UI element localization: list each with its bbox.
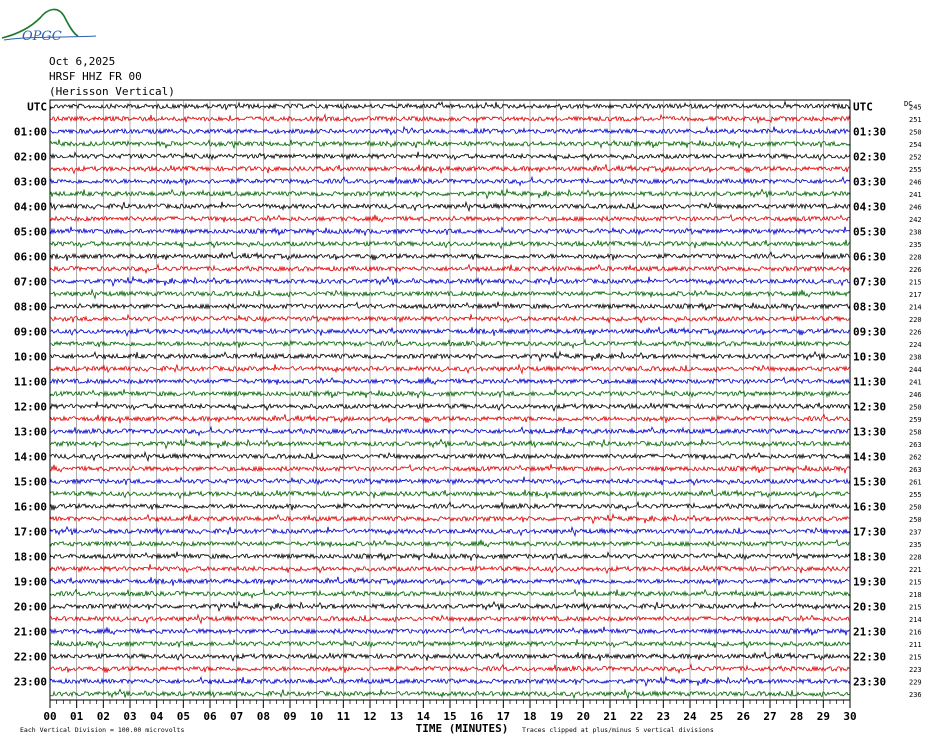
dc-offset-label: 215 bbox=[909, 603, 922, 612]
x-axis-title: TIME (MINUTES) bbox=[415, 722, 509, 735]
dc-offset-label: 258 bbox=[909, 428, 922, 437]
x-axis-ticks bbox=[43, 700, 856, 723]
right-hour-label: 22:30 bbox=[853, 650, 887, 664]
dc-offset-label: 242 bbox=[909, 215, 922, 224]
dc-offset-label: 254 bbox=[909, 140, 922, 149]
x-tick-label: 00 bbox=[43, 710, 57, 723]
left-hour-label: 01:00 bbox=[13, 125, 47, 139]
right-hour-label: 02:30 bbox=[853, 150, 887, 164]
dc-offset-label: 250 bbox=[909, 503, 922, 512]
dc-offset-label: 214 bbox=[909, 303, 922, 312]
x-tick-label: 28 bbox=[790, 710, 804, 723]
right-hour-label: 04:30 bbox=[853, 200, 887, 214]
left-hour-label: 16:00 bbox=[13, 500, 47, 514]
left-hour-label: 15:00 bbox=[13, 475, 47, 489]
dc-offset-label: 246 bbox=[909, 178, 922, 187]
x-tick-label: 22 bbox=[630, 710, 644, 723]
x-tick-label: 26 bbox=[736, 710, 750, 723]
right-hour-label: 21:30 bbox=[853, 625, 887, 639]
right-hour-label: 13:30 bbox=[853, 425, 887, 439]
header-description: (Herisson Vertical) bbox=[49, 85, 175, 98]
x-tick-label: 02 bbox=[96, 710, 110, 723]
left-hour-label: 11:00 bbox=[13, 375, 47, 389]
dc-offset-label: 214 bbox=[909, 615, 922, 624]
dc-offset-label: 250 bbox=[909, 515, 922, 524]
left-hour-label: 12:00 bbox=[13, 400, 47, 414]
right-hour-label: 19:30 bbox=[853, 575, 887, 589]
x-tick-label: 17 bbox=[496, 710, 510, 723]
dc-offset-label: 226 bbox=[909, 265, 922, 274]
dc-offset-label: 246 bbox=[909, 390, 922, 399]
right-hour-label: UTC bbox=[853, 100, 873, 114]
left-hour-label: 07:00 bbox=[13, 275, 47, 289]
x-tick-label: 11 bbox=[336, 710, 350, 723]
right-hour-label: 06:30 bbox=[853, 250, 887, 264]
dc-offset-label: 228 bbox=[909, 553, 922, 562]
dc-offset-label: 217 bbox=[909, 290, 922, 299]
right-hour-labels bbox=[853, 100, 886, 688]
right-hour-label: 11:30 bbox=[853, 375, 887, 389]
x-tick-label: 12 bbox=[363, 710, 377, 723]
left-hour-label: 03:00 bbox=[13, 175, 47, 189]
opgc-logo bbox=[2, 9, 96, 44]
dc-offset-label: 215 bbox=[909, 578, 922, 587]
dc-offset-labels bbox=[909, 103, 922, 699]
left-hour-labels bbox=[14, 100, 47, 688]
dc-offset-label: 216 bbox=[909, 628, 922, 637]
header-station: HRSF HHZ FR 00 bbox=[49, 70, 142, 83]
dc-offset-label: 238 bbox=[909, 353, 922, 362]
dc-offset-label: 223 bbox=[909, 665, 922, 674]
dc-offset-label: 228 bbox=[909, 253, 922, 262]
dc-offset-label: 262 bbox=[909, 453, 922, 462]
x-tick-label: 21 bbox=[603, 710, 617, 723]
dc-offset-label: 252 bbox=[909, 153, 922, 162]
dc-offset-label: 220 bbox=[909, 315, 922, 324]
x-tick-label: 08 bbox=[256, 710, 270, 723]
left-hour-label: 04:00 bbox=[13, 200, 47, 214]
x-tick-label: 27 bbox=[763, 710, 777, 723]
right-hour-label: 18:30 bbox=[853, 550, 887, 564]
left-hour-label: 23:00 bbox=[13, 675, 47, 689]
left-hour-label: 13:00 bbox=[13, 425, 47, 439]
dc-offset-label: 246 bbox=[909, 203, 922, 212]
dc-offset-label: 221 bbox=[909, 565, 922, 574]
dc-offset-label: 238 bbox=[909, 228, 922, 237]
x-tick-label: 29 bbox=[816, 710, 830, 723]
dc-header: DC bbox=[904, 100, 913, 108]
right-hour-label: 05:30 bbox=[853, 225, 887, 239]
dc-offset-label: 245 bbox=[909, 103, 922, 112]
x-tick-label: 20 bbox=[576, 710, 590, 723]
dc-offset-label: 250 bbox=[909, 128, 922, 137]
dc-offset-label: 218 bbox=[909, 590, 922, 599]
dc-offset-label: 235 bbox=[909, 540, 922, 549]
right-hour-label: 23:30 bbox=[853, 675, 887, 689]
left-hour-label: 19:00 bbox=[13, 575, 47, 589]
x-tick-label: 10 bbox=[310, 710, 324, 723]
left-hour-label: 08:00 bbox=[13, 300, 47, 314]
left-hour-label: 18:00 bbox=[13, 550, 47, 564]
right-hour-label: 14:30 bbox=[853, 450, 887, 464]
dc-offset-label: 226 bbox=[909, 328, 922, 337]
dc-offset-label: 255 bbox=[909, 165, 922, 174]
x-tick-label: 05 bbox=[176, 710, 190, 723]
x-tick-label: 15 bbox=[443, 710, 457, 723]
right-hour-label: 16:30 bbox=[853, 500, 887, 514]
dc-offset-label: 255 bbox=[909, 490, 922, 499]
left-hour-label: 14:00 bbox=[13, 450, 47, 464]
x-tick-label: 24 bbox=[683, 710, 697, 723]
right-hour-label: 01:30 bbox=[853, 125, 887, 139]
right-hour-label: 09:30 bbox=[853, 325, 887, 339]
left-hour-label: UTC bbox=[27, 100, 47, 114]
left-hour-label: 06:00 bbox=[13, 250, 47, 264]
dc-offset-label: 241 bbox=[909, 190, 922, 199]
dc-offset-label: 215 bbox=[909, 278, 922, 287]
x-tick-label: 06 bbox=[203, 710, 217, 723]
x-tick-label: 18 bbox=[523, 710, 537, 723]
x-tick-label: 07 bbox=[230, 710, 244, 723]
left-hour-label: 17:00 bbox=[13, 525, 47, 539]
left-hour-label: 02:00 bbox=[13, 150, 47, 164]
dc-offset-label: 224 bbox=[909, 340, 922, 349]
x-tick-label: 03 bbox=[123, 710, 137, 723]
right-hour-label: 10:30 bbox=[853, 350, 887, 364]
dc-offset-label: 236 bbox=[909, 690, 922, 699]
left-hour-label: 09:00 bbox=[13, 325, 47, 339]
dc-offset-label: 229 bbox=[909, 678, 922, 687]
dc-offset-label: 235 bbox=[909, 240, 922, 249]
x-tick-label: 25 bbox=[710, 710, 724, 723]
right-hour-label: 03:30 bbox=[853, 175, 887, 189]
x-tick-label: 19 bbox=[550, 710, 564, 723]
dc-offset-label: 263 bbox=[909, 465, 922, 474]
x-tick-label: 09 bbox=[283, 710, 297, 723]
right-hour-label: 20:30 bbox=[853, 600, 887, 614]
x-tick-label: 16 bbox=[470, 710, 484, 723]
dc-offset-label: 259 bbox=[909, 415, 922, 424]
dc-offset-label: 250 bbox=[909, 403, 922, 412]
x-tick-label: 04 bbox=[150, 710, 164, 723]
dc-offset-label: 211 bbox=[909, 640, 922, 649]
dc-offset-label: 244 bbox=[909, 365, 922, 374]
footer-scale-note: Each Vertical Division = 100.00 microvolts bbox=[20, 726, 185, 734]
dc-offset-label: 263 bbox=[909, 440, 922, 449]
right-hour-label: 08:30 bbox=[853, 300, 887, 314]
dc-offset-label: 251 bbox=[909, 115, 922, 124]
left-hour-label: 22:00 bbox=[13, 650, 47, 664]
minute-gridlines bbox=[77, 100, 824, 700]
right-hour-label: 17:30 bbox=[853, 525, 887, 539]
x-tick-label: 01 bbox=[70, 710, 84, 723]
left-hour-label: 20:00 bbox=[13, 600, 47, 614]
header-date: Oct 6,2025 bbox=[49, 55, 116, 68]
x-tick-label: 14 bbox=[416, 710, 430, 723]
x-tick-label: 30 bbox=[843, 710, 857, 723]
x-tick-label: 13 bbox=[390, 710, 404, 723]
right-hour-label: 07:30 bbox=[853, 275, 887, 289]
footer-clip-note: Traces clipped at plus/minus 5 vertical divisions bbox=[522, 726, 714, 734]
left-hour-label: 10:00 bbox=[13, 350, 47, 364]
logo-text: OPGC bbox=[22, 29, 62, 44]
dc-offset-label: 215 bbox=[909, 653, 922, 662]
left-hour-label: 05:00 bbox=[13, 225, 47, 239]
dc-offset-label: 261 bbox=[909, 478, 922, 487]
right-hour-label: 15:30 bbox=[853, 475, 887, 489]
dc-offset-label: 241 bbox=[909, 378, 922, 387]
dc-offset-label: 237 bbox=[909, 528, 922, 537]
x-tick-label: 23 bbox=[656, 710, 670, 723]
left-hour-label: 21:00 bbox=[13, 625, 47, 639]
right-hour-label: 12:30 bbox=[853, 400, 887, 414]
